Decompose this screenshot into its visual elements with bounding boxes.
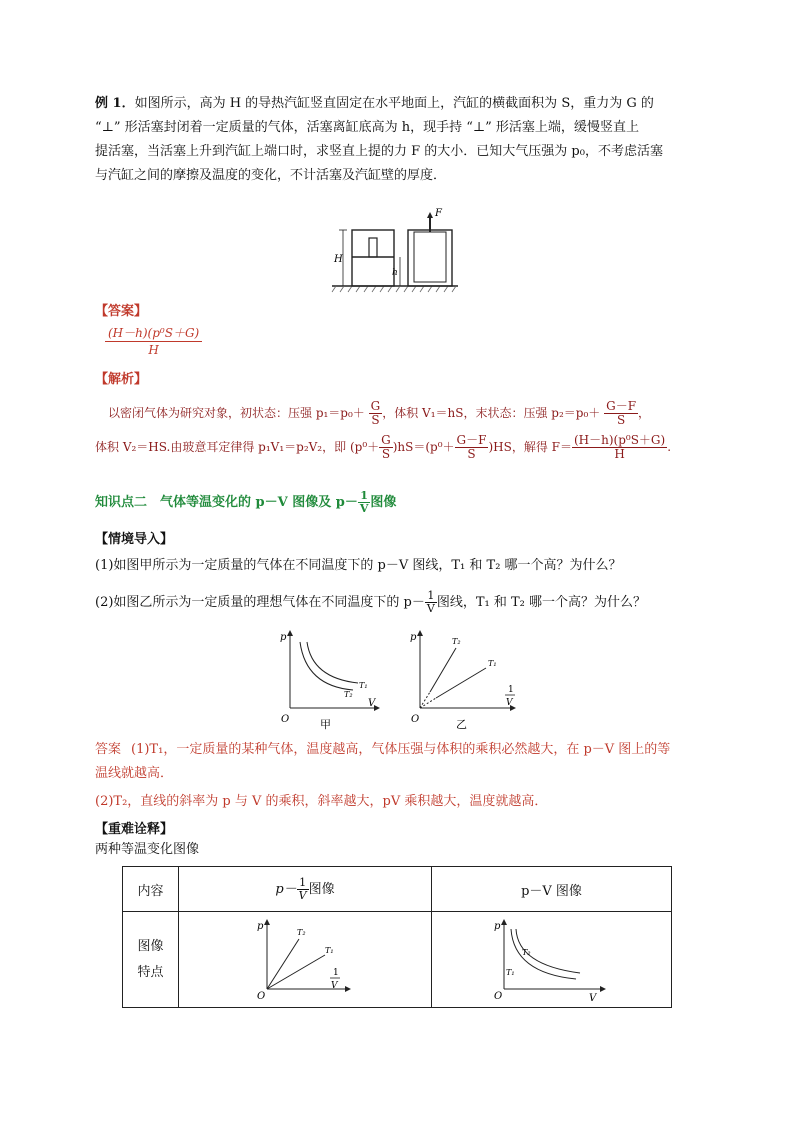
analysis-text-1a: 以密闭气体为研究对象，初状态：压强 p₁＝p₀＋	[108, 406, 365, 420]
answer-heading: 【答案】	[95, 304, 148, 319]
table-header-content: 内容	[123, 867, 179, 912]
answer-2-a1: (1)T₁，一定质量的某种气体，温度越高，气体压强与体积的乘积必然越大，在 p－V 图上的等	[131, 742, 671, 757]
explain-heading: 【重难诠释】	[95, 822, 174, 837]
analysis-heading: 【解析】	[95, 372, 148, 387]
table-graph-p-1v	[255, 917, 355, 1003]
g1-axis-p: p	[257, 920, 264, 932]
example-label: 例 1．	[95, 96, 135, 111]
analysis-text-2b: (p⁰＋	[349, 440, 380, 454]
table-header-p-v: p－V 图像	[432, 867, 672, 912]
example-line-4: 与汽缸之间的摩擦及温度的变化，不计活塞及汽缸壁的厚度．	[95, 168, 447, 183]
answer-2-label: 答案	[95, 742, 122, 757]
jia-T2: T₂	[344, 690, 353, 699]
analysis-frac-5: $\frac{\text{(H－h)(p⁰S＋G)}}{H}$	[573, 433, 666, 461]
jia-origin: O	[281, 714, 290, 725]
g2-T2: T₂	[521, 947, 531, 957]
g1-axis-den: V	[331, 980, 338, 991]
label-H: H	[334, 254, 343, 265]
section-2-title	[95, 488, 396, 518]
analysis-frac-4: $\frac{G-F}{S}$	[456, 433, 487, 461]
jia-T1: T₁	[359, 681, 368, 690]
label-F: F	[435, 208, 442, 219]
example-1	[95, 92, 715, 188]
table-cell-graph-2	[432, 912, 672, 1008]
answer-denominator: H	[148, 343, 159, 357]
example-line-3: 提活塞，当活塞上升到汽缸上端口时，求竖直上提的力 F 的大小．已知大气压强为 p₀，不考虑活塞	[95, 144, 663, 159]
analysis-text-2a: 体积 V₂＝HS.由玻意耳定律得 p₁V₁＝p₂V₂，即	[95, 440, 347, 454]
scenario-q2	[95, 588, 646, 618]
analysis-line-1	[108, 396, 718, 430]
yi-T2: T₂	[452, 637, 461, 646]
g2-origin: O	[493, 990, 502, 1002]
analysis-text-1b: ，体积 V₁＝hS，末状态：压强 p₂＝p₀＋	[382, 406, 601, 420]
table-header-row	[123, 867, 672, 912]
jia-axis-V: V	[368, 698, 376, 709]
answer-fraction	[105, 325, 202, 358]
table-row-label: 图像 特点	[123, 912, 179, 1008]
g1-T2: T₂	[297, 927, 306, 937]
g2-axis-V: V	[588, 992, 596, 1003]
analysis-frac-1: $\frac{G}{S}$	[370, 399, 381, 427]
yi-caption: 乙	[456, 718, 467, 731]
scenario-q1: (1)如图甲所示为一定质量的气体在不同温度下的 p－V 图线，T₁ 和 T₂ 哪一个高？为什么？	[95, 558, 622, 573]
g2-axis-p: p	[493, 920, 500, 932]
example-line-2: “⊥” 形活塞封闭着一定质量的气体，活塞离缸底高为 h，现手持 “⊥” 形活塞上端，缓慢竖直上	[95, 120, 639, 135]
answer-2-line-3: (2)T₂，直线的斜率为 p 与 V 的乘积，斜率越大，pV 乘积越大，温度就越高．	[95, 794, 548, 809]
table-header-p-1v: p－ $\frac{1}{V}$ 图像	[179, 867, 432, 912]
example-text-1: 如图所示，高为 H 的导热汽缸竖直固定在水平地面上，汽缸的横截面积为 S，重力为 G 的	[134, 96, 654, 111]
example-line-1	[95, 92, 715, 116]
jia-caption: 甲	[320, 718, 331, 731]
scenario-q2a: (2)如图乙所示为一定质量的理想气体在不同温度下的 p－	[95, 595, 425, 610]
graph-yi	[408, 628, 522, 732]
graph-jia	[278, 628, 388, 732]
answer-2-line-2: 温线就越高．	[95, 766, 174, 781]
analysis-line-2	[95, 430, 718, 464]
analysis-text-1c: ，	[638, 406, 651, 420]
comparison-table	[122, 866, 672, 1008]
g2-T1: T₁	[505, 967, 515, 977]
answer-numerator: (H－h)(p⁰S＋G)	[105, 325, 202, 342]
scenario-q2b: 图线，T₁ 和 T₂ 哪一个高？为什么？	[436, 595, 646, 610]
table-cell-graph-1	[179, 912, 432, 1008]
answer-2	[95, 738, 715, 814]
g1-axis-num: 1	[333, 967, 339, 978]
yi-axis-num: 1	[508, 685, 514, 695]
table-row-graphs	[123, 912, 672, 1008]
yi-T1: T₁	[488, 659, 497, 668]
yi-axis-p: p	[410, 632, 417, 643]
section-2-title-frac: $\frac{1}{V}$	[359, 489, 369, 515]
analysis-text-2d: )HS，解得 F＝	[488, 440, 572, 454]
g1-T1: T₁	[325, 945, 334, 955]
analysis-body	[95, 396, 718, 464]
table-graph-p-v	[492, 917, 612, 1003]
g1-origin: O	[257, 990, 266, 1002]
section-2-title-b: 图像	[370, 495, 397, 510]
analysis-frac-3: $\frac{G}{S}$	[381, 433, 391, 461]
cylinder-figure	[330, 200, 460, 296]
analysis-frac-2: $\frac{G-F}{S}$	[606, 399, 637, 427]
explain-subtitle: 两种等温变化图像	[95, 842, 200, 857]
jia-axis-p: p	[280, 632, 287, 643]
scenario-q2-frac: $\frac{1}{V}$	[426, 589, 435, 615]
analysis-text-2e: .	[667, 440, 672, 454]
answer-2-line-1	[95, 738, 715, 762]
yi-origin: O	[411, 714, 420, 725]
analysis-text-2c: )hS＝(p⁰＋	[392, 440, 455, 454]
label-h: h	[392, 268, 398, 278]
section-2-title-a: 知识点二 气体等温变化的 p－V 图像及 p－	[95, 495, 358, 510]
yi-axis-den: V	[506, 698, 513, 708]
scenario-heading: 【情境导入】	[95, 532, 174, 547]
